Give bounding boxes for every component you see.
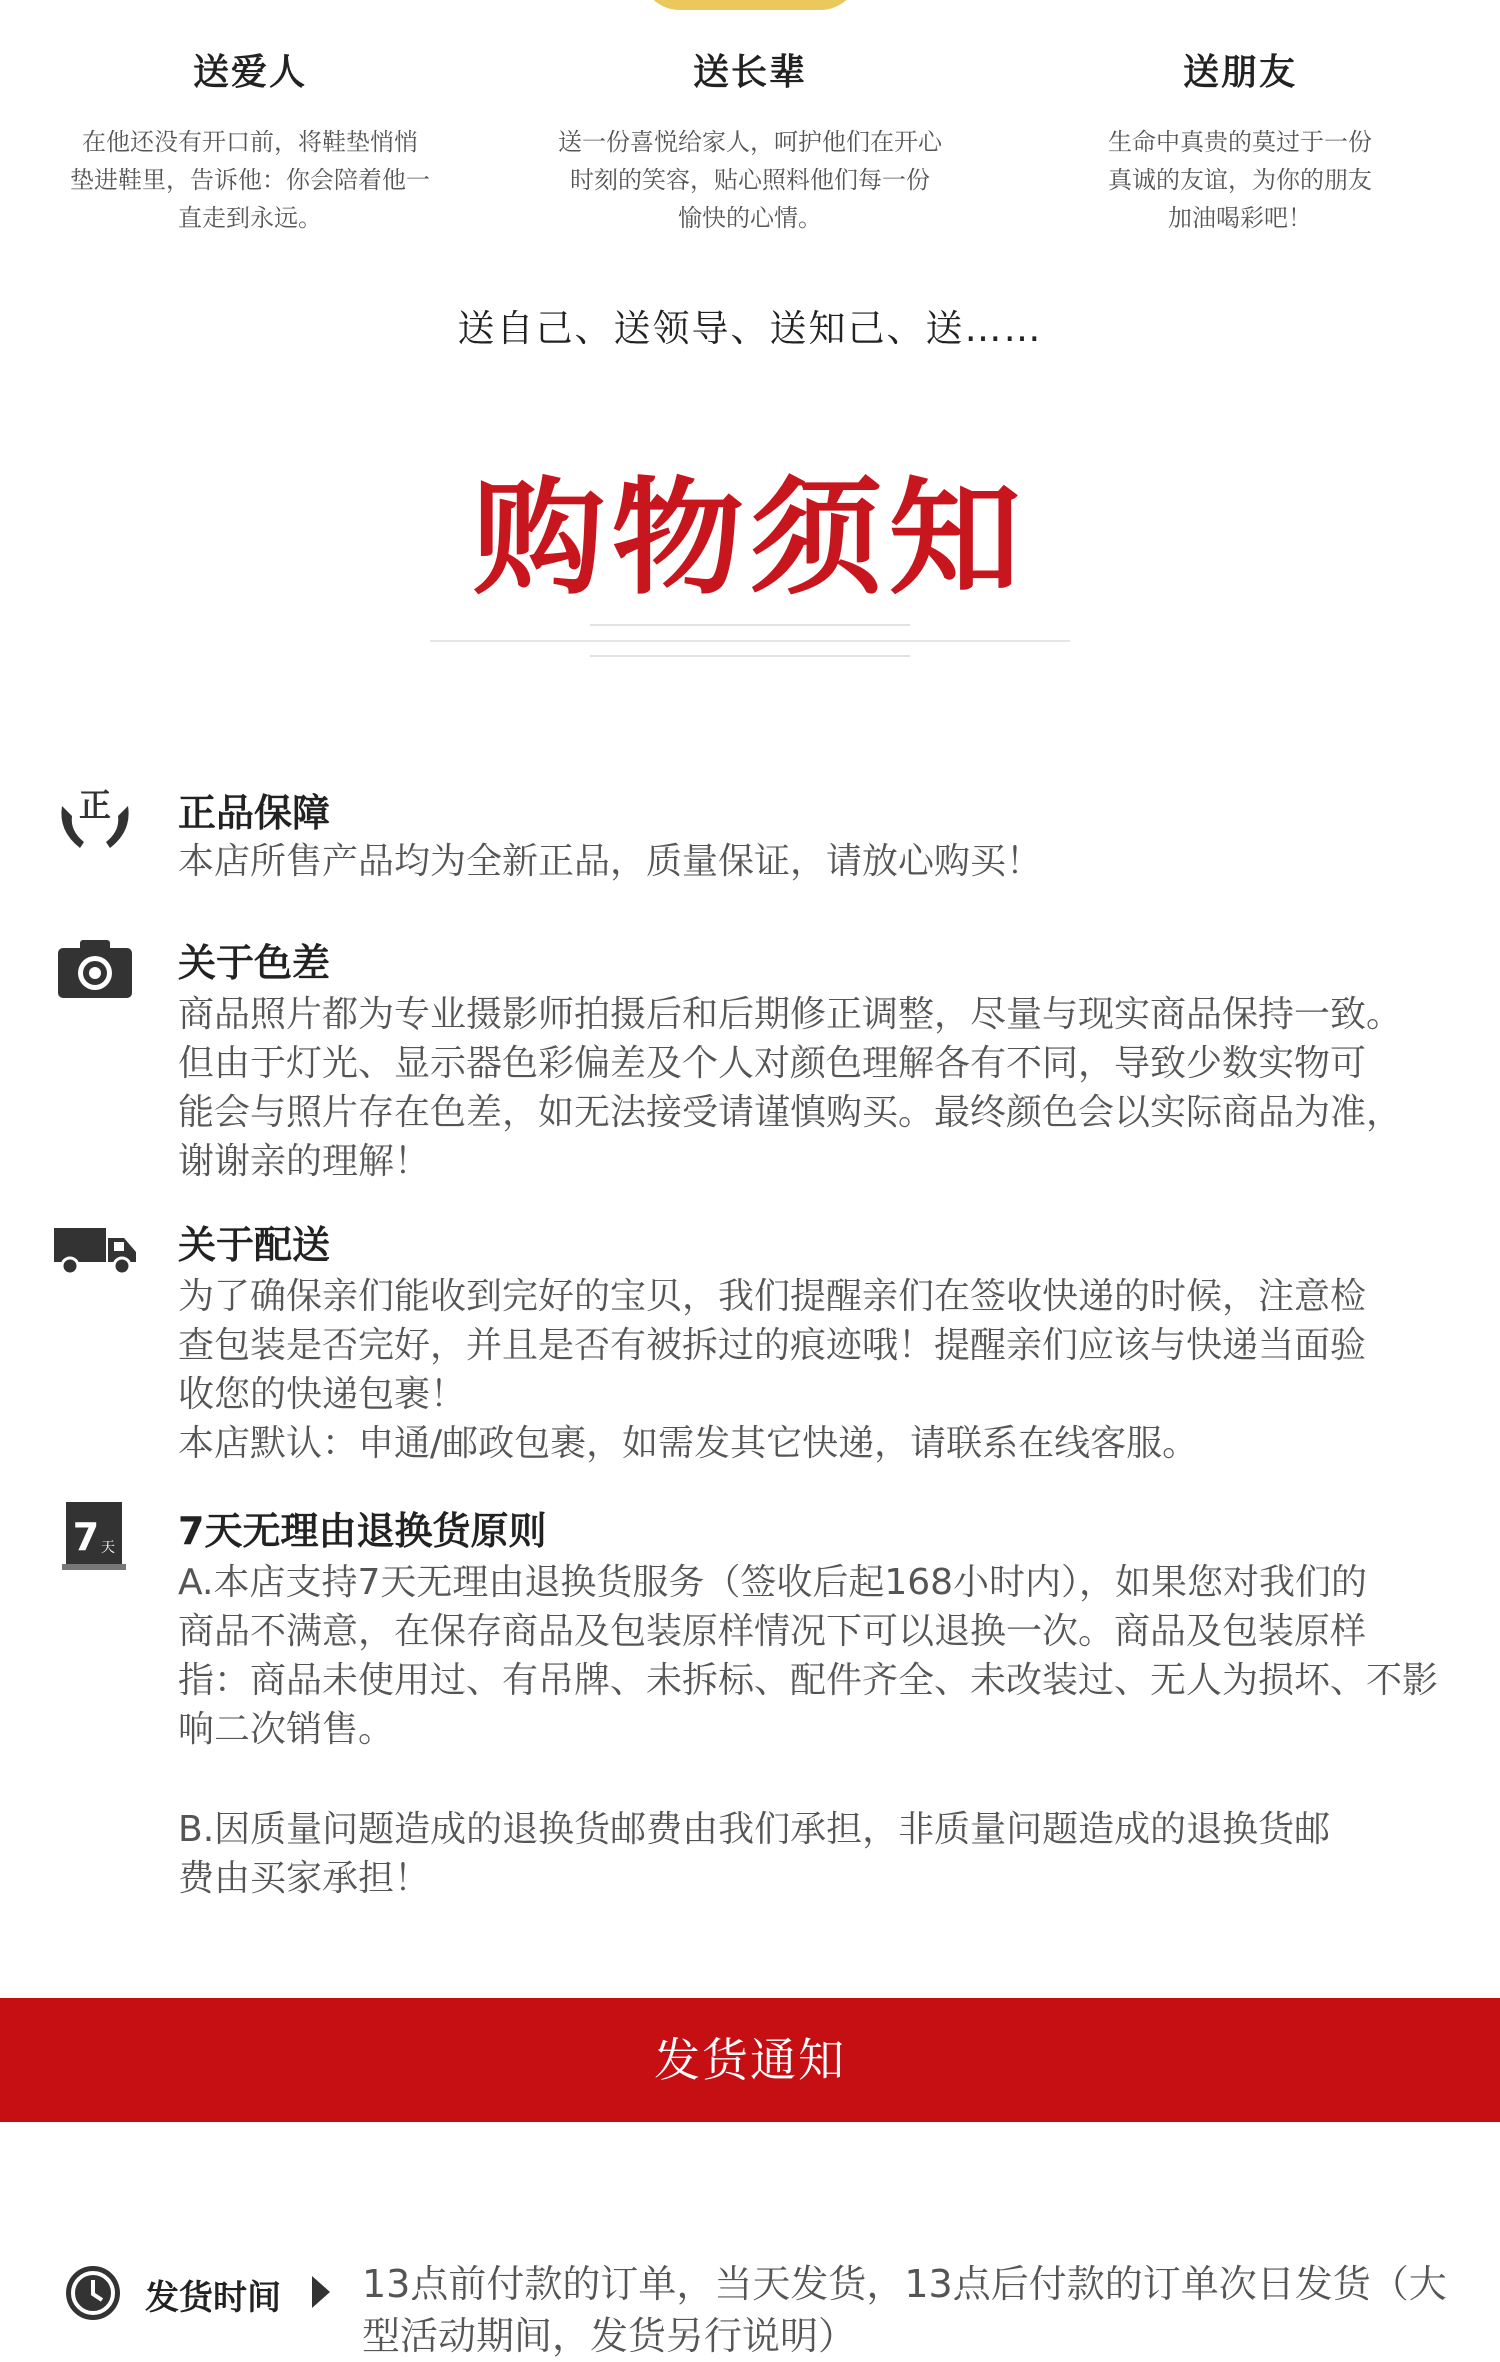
gift-desc-line: 愉快的心情。: [678, 204, 822, 232]
section-body-line: A.本店支持7天无理由退换货服务（签收后起168小时内），如果您对我们的: [178, 1562, 1368, 1603]
svg-text:正: 正: [78, 786, 112, 824]
gift-title: 送爱人: [192, 52, 307, 93]
seven-day-calendar-icon: [52, 1494, 138, 1580]
shipping-text-line: 型活动期间，发货另行说明）: [362, 2314, 857, 2358]
section-body-line: 指：商品未使用过、有吊牌、未拆标、配件齐全、未改装过、无人为损坏、不影: [178, 1660, 1439, 1701]
section-body-line: 商品不满意，在保存商品及包装原样情况下可以退换一次。商品及包装原样: [178, 1611, 1367, 1652]
genuine-hands-icon: [52, 776, 138, 862]
gift-desc-line: 送一份喜悦给家人，呵护他们在开心: [558, 128, 942, 156]
section-body-color: [178, 990, 1458, 1186]
delivery-truck-icon: [52, 1206, 138, 1292]
faint-decor-lines: [430, 620, 1070, 660]
section-body-line: 谢谢亲的理解！: [178, 1141, 431, 1182]
gift-lover: [30, 44, 470, 237]
gift-desc: [30, 123, 470, 237]
gift-desc-line: 直走到永远。: [178, 204, 322, 232]
gift-desc: [510, 123, 990, 237]
camera-icon: [52, 926, 138, 1012]
shipping-notice-banner: [0, 1998, 1500, 2122]
section-body-line: 为了确保亲们能收到完好的宝贝，我们提醒亲们在签收快递的时候，注意检: [178, 1276, 1367, 1317]
gift-desc-line: 加油喝彩吧！: [1168, 204, 1312, 232]
gift-desc-line: 垫进鞋里，告诉他：你会陪着他一: [70, 166, 430, 194]
gold-disc-decoration: [640, 0, 860, 10]
gift-desc-line: 真诚的友谊，为你的朋友: [1108, 166, 1372, 194]
gift-title: 送长辈: [692, 52, 807, 93]
gift-desc-line: 在他还没有开口前，将鞋垫悄悄: [82, 128, 418, 156]
section-body-delivery: [178, 1272, 1458, 1468]
gift-desc-line: 生命中真贵的莫过于一份: [1108, 128, 1372, 156]
section-body-returns: [178, 1558, 1458, 1754]
section-title-delivery: 关于配送: [178, 1223, 331, 1267]
section-title-genuine: 正品保障: [178, 791, 331, 835]
section-body-line: 查包装是否完好，并且是否有被拆过的痕迹哦！提醒亲们应该与快递当面验: [178, 1325, 1367, 1366]
section-title-returns: 7天无理由退换货原则: [178, 1509, 547, 1553]
shipping-time-text: [362, 2258, 1482, 2362]
gift-elder: [510, 44, 990, 237]
gift-desc: [1040, 123, 1440, 237]
gift-more-line: 送自己、送领导、送知己、送……: [457, 307, 1043, 350]
shopping-notice-title: 购物须知: [472, 465, 1028, 612]
section-body-line: 费由买家承担！: [178, 1858, 431, 1899]
arrow-right-icon: [312, 2276, 330, 2308]
clock-icon: [66, 2266, 120, 2320]
section-body-line: 能会与照片存在色差，如无法接受请谨慎购买。最终颜色会以实际商品为准，: [178, 1092, 1403, 1133]
section-body-line: 收您的快递包裹！: [178, 1374, 467, 1415]
section-body-line: 但由于灯光、显示器色彩偏差及个人对颜色理解各有不同，导致少数实物可: [178, 1043, 1367, 1084]
shipping-time-label: 发货时间: [145, 2278, 281, 2318]
svg-text:天: 天: [101, 1540, 115, 1556]
gift-friend: [1040, 44, 1440, 237]
section-body-returns-b: [178, 1805, 1458, 1903]
shipping-text-line: 13点前付款的订单，当天发货，13点后付款的订单次日发货（大: [362, 2262, 1447, 2306]
section-title-color: 关于色差: [178, 941, 331, 985]
section-body-line: 响二次销售。: [178, 1709, 395, 1750]
section-body-line: B.因质量问题造成的退换货邮费由我们承担，非质量问题造成的退换货邮: [178, 1809, 1331, 1850]
gift-title: 送朋友: [1182, 52, 1297, 93]
gift-desc-line: 时刻的笑容，贴心照料他们每一份: [570, 166, 930, 194]
shipping-banner-title: 发货通知: [654, 2033, 846, 2087]
section-body-line: 本店所售产品均为全新正品，质量保证，请放心购买！: [178, 841, 1043, 882]
svg-text:7: 7: [72, 1515, 100, 1559]
section-body-line: 商品照片都为专业摄影师拍摄后和后期修正调整，尽量与现实商品保持一致。: [178, 994, 1403, 1035]
section-body-genuine: [178, 837, 1458, 886]
section-body-line: 本店默认：申通/邮政包裹，如需发其它快递，请联系在线客服。: [178, 1423, 1199, 1464]
